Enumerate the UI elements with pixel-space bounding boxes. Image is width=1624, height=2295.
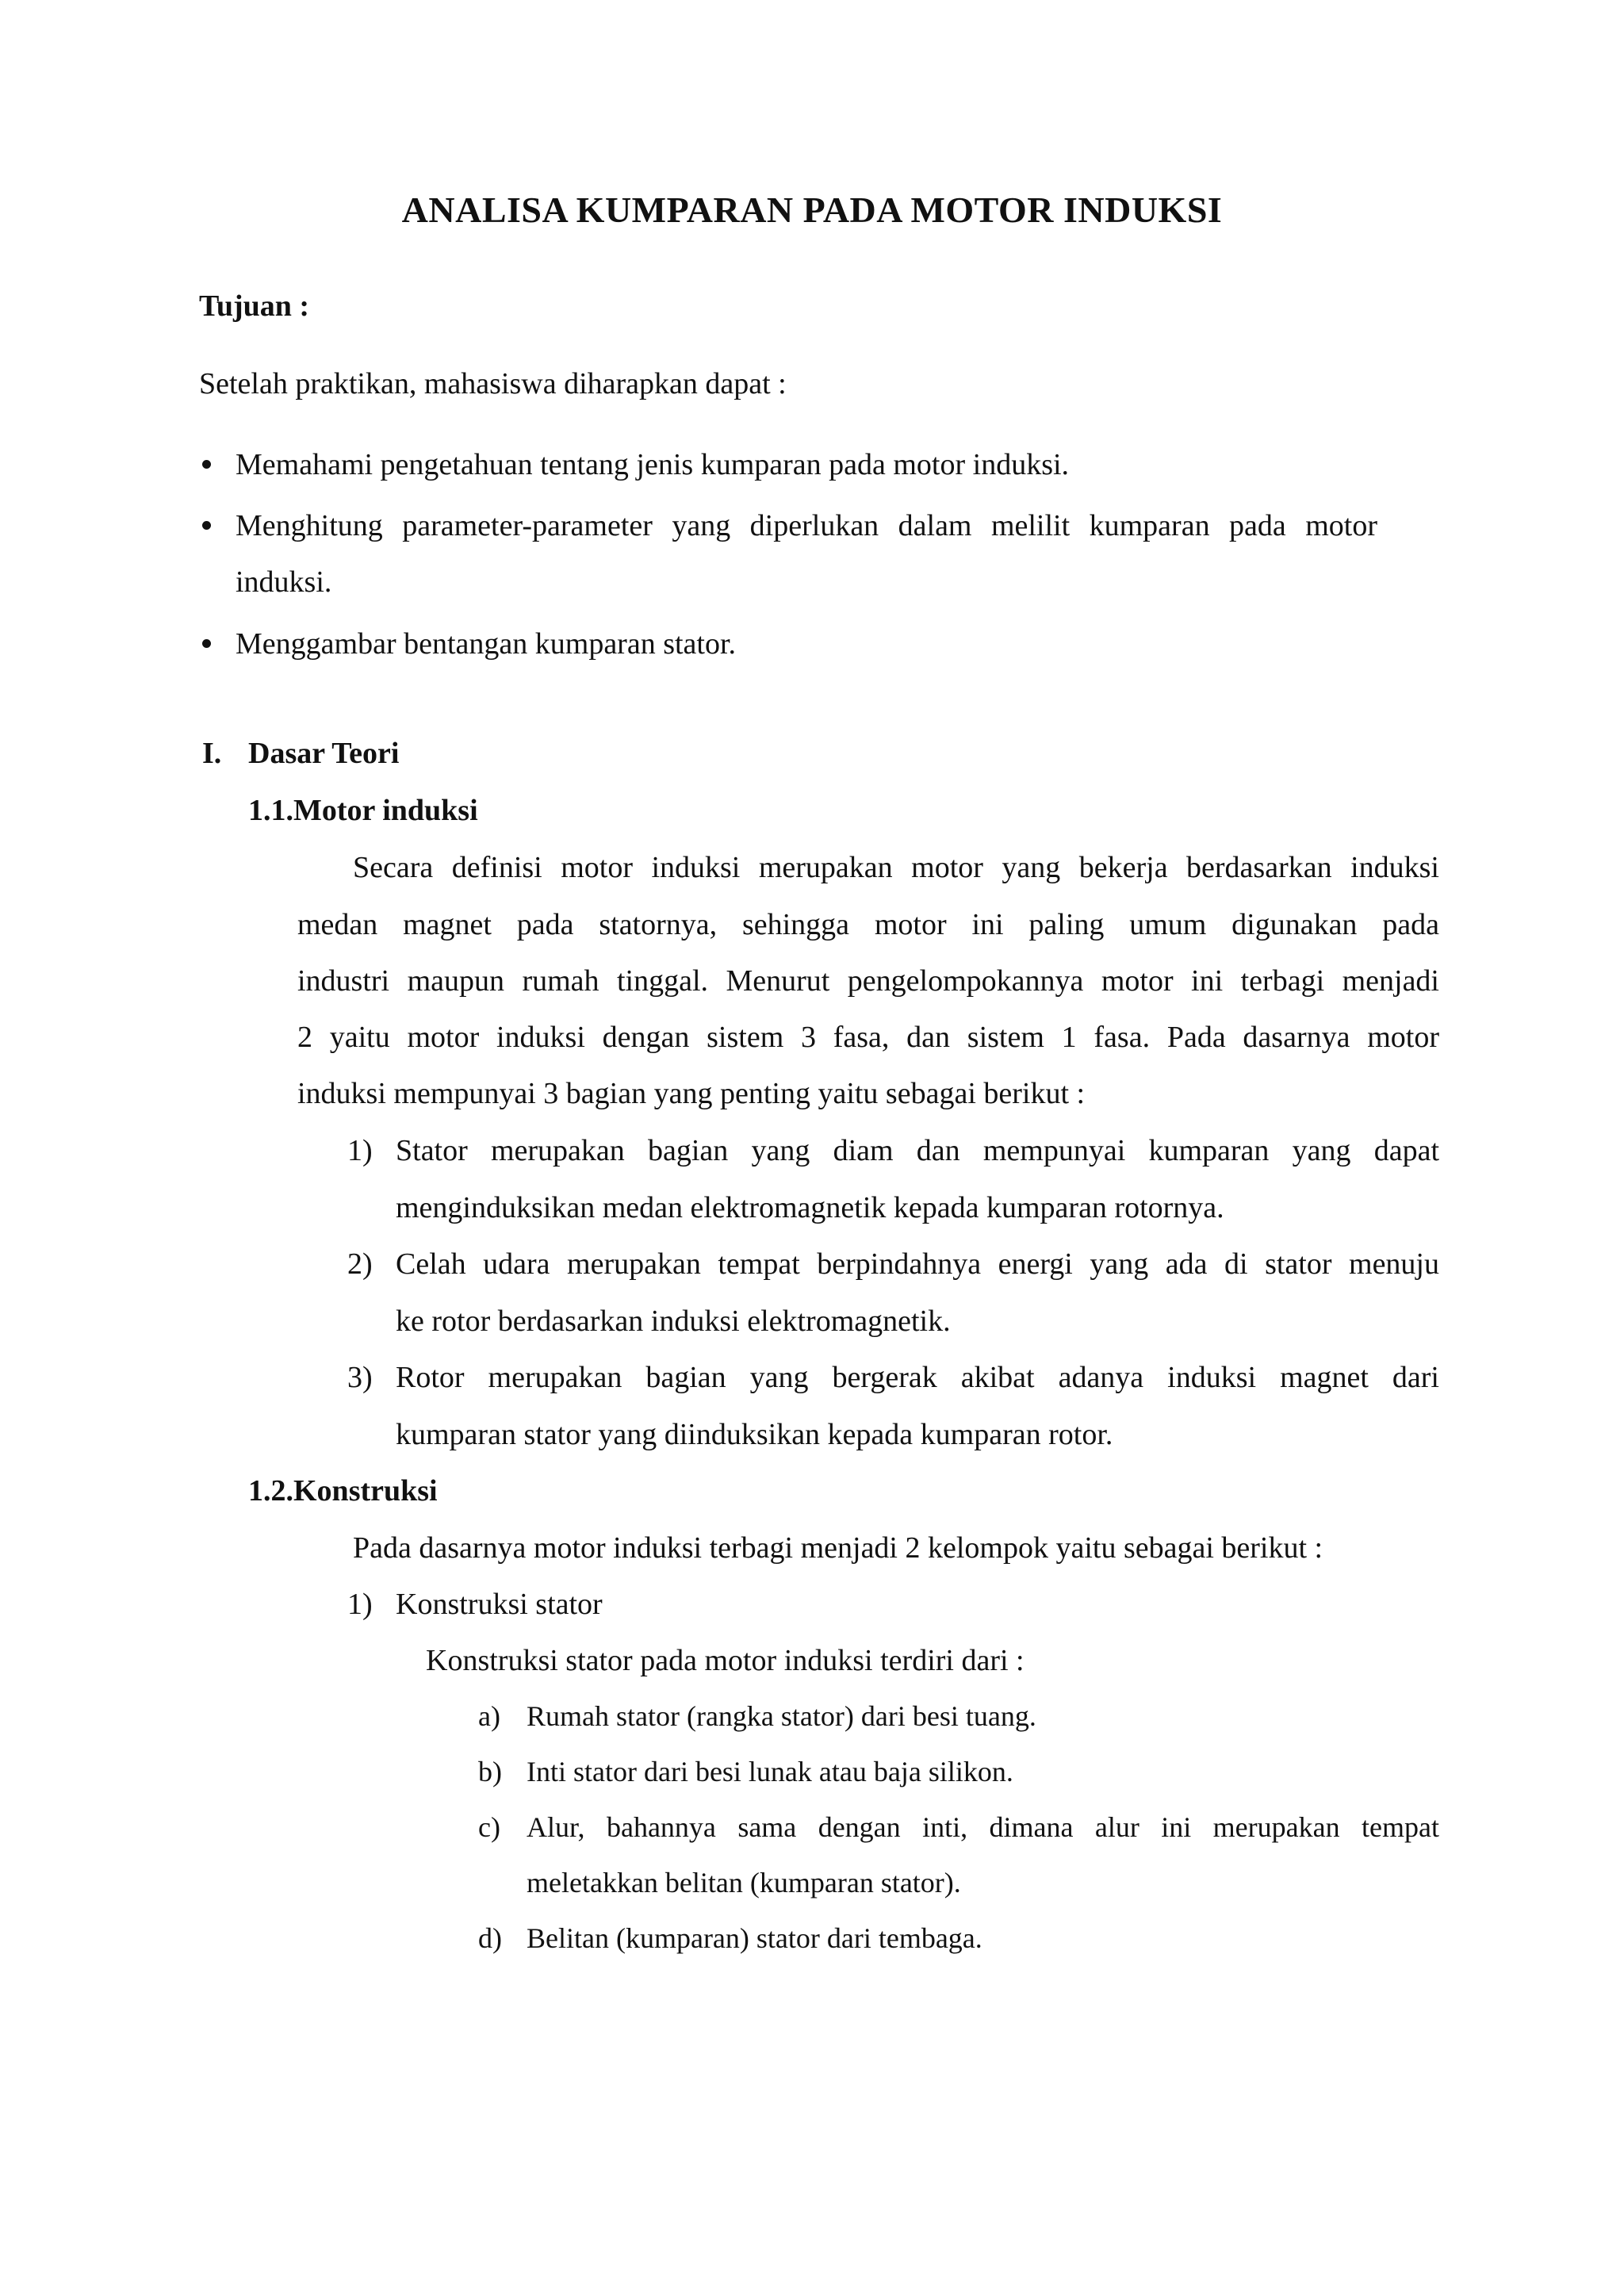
list-item-line: Stator merupakan bagian yang diam dan mempunyai kumparan yang dapat (396, 1134, 1439, 1167)
subsection-heading: 1.2.Konstruksi (248, 1474, 438, 1508)
document-title: ANALISA KUMPARAN PADA MOTOR INDUKSI (401, 190, 1223, 230)
list-item-line: kumparan stator yang diinduksikan kepada kumparan rotor. (396, 1418, 1113, 1451)
list-item-line: Belitan (kumparan) stator dari tembaga. (527, 1922, 982, 1954)
paragraph-line: 2 yaitu motor induksi dengan sistem 3 fasa, dan sistem 1 fasa. Pada dasarnya motor (297, 1021, 1439, 1054)
list-number: 3) (347, 1361, 373, 1394)
list-item-line: menginduksikan medan elektromagnetik kepada kumparan rotornya. (396, 1191, 1224, 1224)
objective-item-continued: induksi. (236, 565, 332, 599)
list-item-line: Rotor merupakan bagian yang bergerak akibat adanya induksi magnet dari (396, 1361, 1439, 1394)
list-number: 2) (347, 1247, 373, 1281)
bullet-icon (202, 460, 211, 469)
list-letter: b) (478, 1756, 502, 1787)
subsection-heading: 1.1.Motor induksi (248, 794, 478, 827)
list-item-line: Inti stator dari besi lunak atau baja silikon. (527, 1756, 1013, 1787)
bullet-icon (202, 639, 211, 648)
list-letter: c) (478, 1811, 500, 1843)
list-item-line: Celah udara merupakan tempat berpindahnya energi yang ada di stator menuju (396, 1247, 1439, 1281)
objective-item: Memahami pengetahuan tentang jenis kumparan pada motor induksi. (236, 448, 1070, 481)
list-item-line: ke rotor berdasarkan induksi elektromagnetik. (396, 1305, 951, 1338)
section-number: I. (202, 737, 222, 770)
section-heading: Dasar Teori (248, 737, 400, 770)
objective-item: Menggambar bentangan kumparan stator. (236, 627, 737, 661)
list-item-line: Rumah stator (rangka stator) dari besi tuang. (527, 1700, 1036, 1732)
objective-item: Menghitung parameter-parameter yang diperlukan dalam melilit kumparan pada motor (236, 509, 1377, 542)
list-item-line: Alur, bahannya sama dengan inti, dimana alur ini merupakan tempat (527, 1811, 1439, 1843)
list-item-line: meletakkan belitan (kumparan stator). (527, 1867, 961, 1898)
list-number: 1) (347, 1588, 373, 1621)
paragraph-line: medan magnet pada statornya, sehingga motor ini paling umum digunakan pada (297, 908, 1439, 941)
list-letter: a) (478, 1700, 500, 1732)
paragraph-line: industri maupun rumah tinggal. Menurut pengelompokannya motor ini terbagi menjadi (297, 964, 1439, 998)
paragraph-line: Pada dasarnya motor induksi terbagi menjadi 2 kelompok yaitu sebagai berikut : (353, 1531, 1323, 1565)
tujuan-intro: Setelah praktikan, mahasiswa diharapkan dapat : (199, 367, 787, 400)
tujuan-heading: Tujuan : (199, 289, 310, 323)
paragraph-line: Konstruksi stator pada motor induksi terdiri dari : (426, 1644, 1025, 1677)
paragraph-line: Secara definisi motor induksi merupakan motor yang bekerja berdasarkan induksi (353, 851, 1439, 884)
bullet-icon (202, 521, 211, 530)
list-item-label: Konstruksi stator (396, 1588, 603, 1621)
list-number: 1) (347, 1134, 373, 1167)
paragraph-line: induksi mempunyai 3 bagian yang penting yaitu sebagai berikut : (297, 1077, 1086, 1110)
list-letter: d) (478, 1922, 502, 1954)
